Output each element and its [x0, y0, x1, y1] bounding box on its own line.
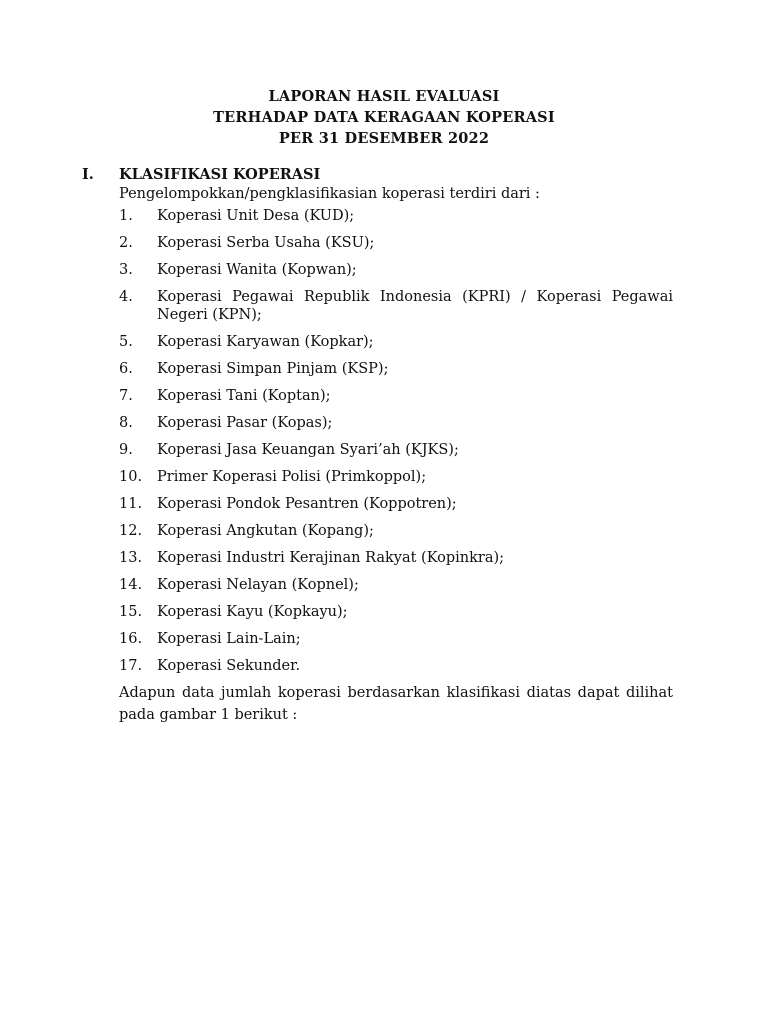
list-item-text: Koperasi Serba Usaha (KSU); [157, 235, 375, 251]
list-item [119, 630, 673, 648]
list-item-text: Koperasi Pegawai Republik Indonesia (KPRI) / Koperasi Pegawai Negeri (KPN); [157, 289, 673, 323]
list-item-text: Koperasi Pasar (Kopas); [157, 415, 333, 431]
list-item-text: Koperasi Simpan Pinjam (KSP); [157, 361, 389, 377]
list-item-number: 2. [119, 235, 133, 251]
list-item-number: 7. [119, 388, 133, 404]
list-item-number: 12. [119, 523, 143, 539]
list-item [119, 333, 673, 351]
list-item-text: Koperasi Unit Desa (KUD); [157, 208, 355, 224]
list-item-text: Koperasi Nelayan (Kopnel); [157, 577, 359, 593]
title-line-3: PER 31 DESEMBER 2022 [278, 130, 490, 147]
list-item [119, 495, 673, 513]
list-item-number: 16. [119, 631, 143, 647]
list-item [119, 603, 673, 621]
section-heading [82, 165, 682, 185]
list-item-text: Primer Koperasi Polisi (Primkoppol); [157, 469, 427, 485]
list-item-text: Koperasi Tani (Koptan); [157, 388, 331, 404]
list-item [119, 360, 673, 378]
list-item-text: Koperasi Sekunder. [157, 658, 301, 674]
list-item [119, 288, 673, 324]
list-item-number: 6. [119, 361, 133, 377]
list-item-text: Koperasi Jasa Keuangan Syari’ah (KJKS); [157, 442, 459, 458]
list-item-text: Koperasi Angkutan (Kopang); [157, 523, 374, 539]
list-item-number: 3. [119, 262, 133, 278]
list-item-number: 11. [119, 496, 143, 512]
list-item-number: 14. [119, 577, 143, 593]
closing-paragraph: Adapun data jumlah koperasi berdasarkan klasifikasi diatas dapat dilihat pada gambar 1 berikut : [119, 685, 673, 723]
list-item-number: 13. [119, 550, 143, 566]
list-item [119, 468, 673, 486]
list-item [119, 522, 673, 540]
title-line-1: LAPORAN HASIL EVALUASI [268, 88, 500, 105]
classification-list [119, 207, 673, 675]
list-item [119, 441, 673, 459]
list-item [119, 657, 673, 675]
title-line-2: TERHADAP DATA KERAGAAN KOPERASI [213, 109, 555, 126]
list-item [119, 234, 673, 252]
list-item-number: 8. [119, 415, 133, 431]
list-item-text: Koperasi Pondok Pesantren (Koppotren); [157, 496, 457, 512]
list-item-number: 1. [119, 208, 133, 224]
list-item [119, 207, 673, 225]
list-item-text: Koperasi Karyawan (Kopkar); [157, 334, 374, 350]
report-title [0, 86, 768, 149]
list-item-text: Koperasi Wanita (Kopwan); [157, 262, 357, 278]
list-item-text: Koperasi Lain-Lain; [157, 631, 301, 647]
list-item-number: 9. [119, 442, 133, 458]
list-item-text: Koperasi Industri Kerajinan Rakyat (Kopinkra); [157, 550, 505, 566]
list-item [119, 414, 673, 432]
list-item-number: 17. [119, 658, 143, 674]
section-intro: Pengelompokkan/pengklasifikasian koperasi terdiri dari : [119, 186, 540, 202]
list-item-number: 10. [119, 469, 143, 485]
section-number: I. [82, 166, 94, 183]
section-klasifikasi [82, 165, 682, 726]
list-item [119, 387, 673, 405]
list-item [119, 549, 673, 567]
section-title: KLASIFIKASI KOPERASI [119, 166, 321, 183]
list-item [119, 261, 673, 279]
list-item-text: Koperasi Kayu (Kopkayu); [157, 604, 348, 620]
list-item [119, 576, 673, 594]
list-item-number: 4. [119, 289, 133, 305]
list-item-number: 5. [119, 334, 133, 350]
list-item-number: 15. [119, 604, 143, 620]
